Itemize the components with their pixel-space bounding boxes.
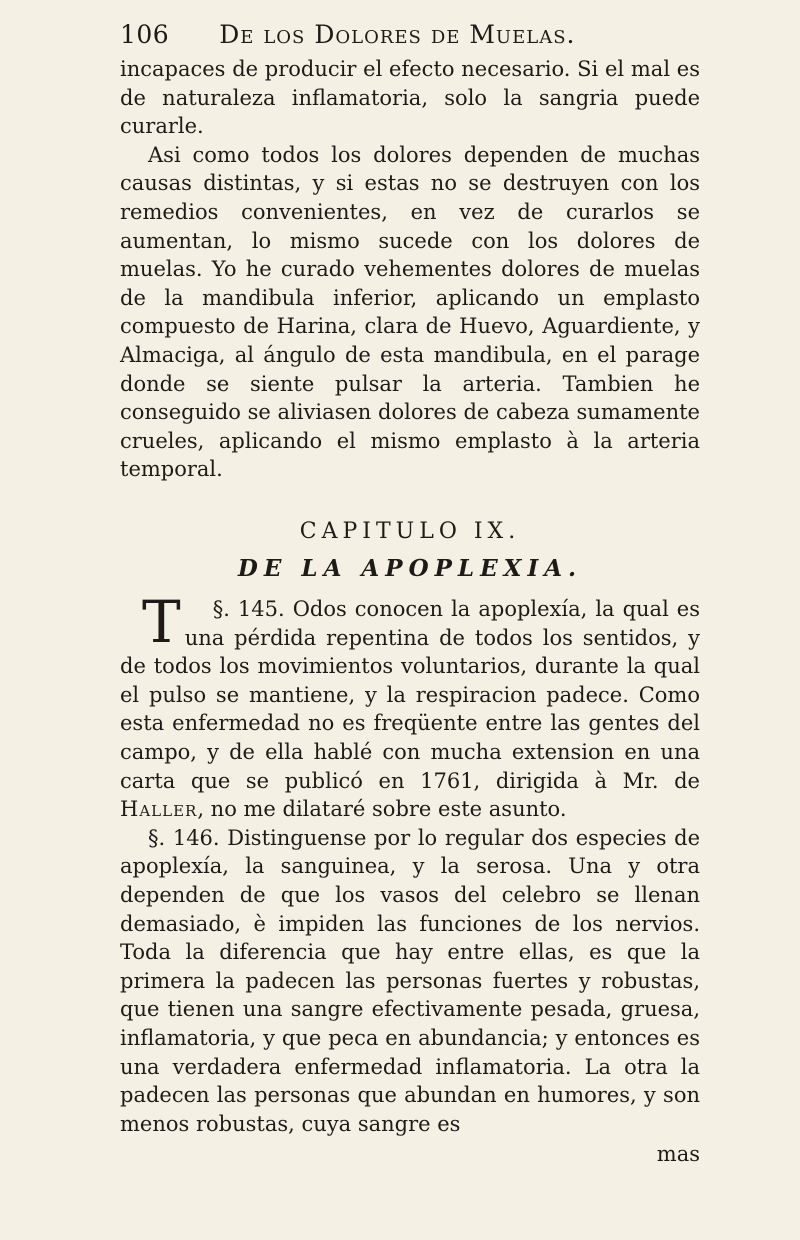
name-haller: Haller (120, 797, 198, 822)
paragraph-2: Asi como todos los dolores dependen de muchas causas distintas, y si estas no se destruyen con los remedios convenientes, en vez de curarlos se aumentan, lo mismo sucede con los dolores de muelas. Yo he curado vehementes dolores de muelas de la mandibula inferior, aplicando un emplasto compuesto de Harina, clara de Huevo, Aguardiente, y Almaciga, al ángulo de esta mandibula, en el parage donde se siente pulsar la arteria. Tambien he conseguido se aliviasen dolores de cabeza sumamente crueles, aplicando el mismo emplasto à la arteria temporal. (120, 142, 700, 482)
page-number: 106 (120, 20, 170, 49)
drop-cap: T (142, 588, 181, 657)
paragraph-1: incapaces de producir el efecto necesario. Si el mal es de naturaleza inflamatoria, solo la sangria puede curarle. (120, 57, 700, 139)
paragraph-146: §. 146. Distinguense por lo regular dos especies de apoplexía, la sanguinea, y la serosa. Una y otra dependen de que los vasos del celebro se llenan demasiado, è impiden las funciones de los nervios. Toda la diferencia que hay entre ellas, es que la primera la padecen las personas fuertes y robustas, que tienen una sangre efectivamente pesada, gruesa, inflamatoria, y que peca en abundancia; y entonces es una verdadera enfermedad inflamatoria. La otra la padecen las personas que abundan en humores, y son menos robustas, cuya sangre es (120, 825, 700, 1136)
paragraph-145 (120, 588, 701, 824)
paragraph-145-text-b: , no me dilataré sobre este asunto. (197, 797, 567, 822)
body-text (120, 55, 700, 1169)
paragraph-145-text-a: Odos conocen la apoplexía, la qual es una pérdida repentina de todos los sentidos, y de todos los movimientos voluntarios, durante la qual el pulso se mantiene, y la respiracion padece. Como esta enfermedad no es freqüente entre las gentes del campo, y de ella hablé con mucha extension en una carta que se publicó en 1761, dirigida à Mr. de (120, 597, 701, 793)
page-header (120, 20, 700, 49)
section-number-145: §. 145. (212, 597, 285, 622)
chapter-title: DE LA APOPLEXIA. (237, 554, 583, 582)
chapter-heading: CAPITULO IX. (299, 518, 521, 544)
catchword: mas (656, 1142, 700, 1167)
running-title: De los Dolores de Muelas. (219, 20, 576, 49)
